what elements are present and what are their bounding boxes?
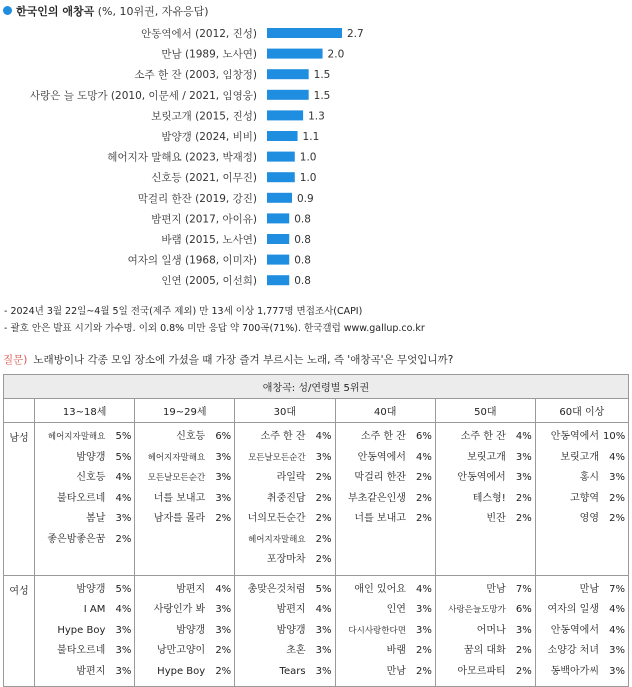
data-label: 0.8: [294, 213, 311, 226]
song-title: 홍시: [579, 472, 599, 483]
song-title: 바램: [386, 645, 406, 656]
song-percent: 4%: [315, 604, 332, 615]
table-cell: [135, 423, 235, 576]
table-cell: [35, 575, 135, 687]
song-title: 안동역에서: [550, 624, 599, 636]
footnote: - 괄호 안은 발표 시기와 가수명. 이외 0.8% 미만 응답 약 700곡(71%). 한국갤럽 www.gallup.co.kr: [4, 323, 425, 334]
song-title: 너의모든순간: [247, 513, 306, 524]
song-percent: 3%: [215, 451, 232, 463]
sex-label: 남성: [4, 423, 35, 576]
table-row: [4, 423, 629, 576]
song-percent: 2%: [416, 645, 432, 656]
table-cell: [335, 575, 435, 687]
category-label: 바램 (2015, 노사연): [161, 234, 257, 246]
list-item: [238, 468, 331, 489]
footnotes: [4, 303, 425, 337]
song-title: 밤양갱: [76, 583, 106, 595]
song-percent: 4%: [115, 492, 132, 504]
list-item: [38, 600, 131, 621]
song-percent: 2%: [115, 533, 132, 545]
bar: [267, 110, 303, 120]
song-title: 불타오르네: [57, 645, 106, 656]
song-percent: 3%: [115, 624, 132, 636]
song-percent: 3%: [215, 492, 232, 504]
list-item: [439, 509, 532, 530]
song-percent: 4%: [115, 472, 132, 483]
list-item: [339, 468, 432, 489]
list-item: [238, 489, 331, 510]
song-title: 봄날: [86, 513, 106, 524]
song-title: 신호등: [176, 431, 206, 442]
list-item: [138, 621, 231, 642]
list-item: [38, 427, 131, 448]
song-percent: 3%: [609, 645, 625, 656]
song-title: 인연: [386, 604, 406, 615]
song-percent: 10%: [603, 431, 626, 442]
bar: [267, 28, 342, 38]
table-cell: [235, 575, 335, 687]
table-cell: [435, 575, 535, 687]
song-percent: 2%: [315, 492, 332, 504]
song-title: 만남: [579, 583, 599, 595]
bar: [267, 234, 289, 244]
song-title: 테스형!: [472, 492, 506, 504]
list-item: [238, 550, 331, 571]
bar: [267, 275, 289, 285]
song-title: 헤어지자말해요: [147, 452, 206, 463]
song-title: 빈잔: [486, 513, 506, 524]
data-label: 1.0: [299, 172, 317, 185]
song-title: 부초같은인생: [347, 492, 406, 504]
song-title: Hype Boy: [157, 665, 206, 677]
song-title: 모든날모든순간: [248, 452, 306, 463]
song-percent: 4%: [515, 431, 532, 442]
song-percent: 3%: [315, 624, 332, 636]
song-title: 사랑인가 봐: [153, 604, 206, 615]
list-item: [439, 427, 532, 448]
song-title: 소양강 처녀: [547, 645, 599, 656]
list-item: [439, 641, 532, 662]
bar: [267, 213, 289, 223]
bar: [267, 193, 292, 203]
table-row: [4, 575, 629, 687]
footnote: - 2024년 3월 22일~4월 5일 전국(제주 제외) 만 13세 이상 1,777명 면접조사(CAPI): [4, 306, 363, 317]
song-title: 보릿고개: [467, 451, 506, 463]
list-item: [238, 530, 331, 551]
table-cell: [535, 575, 628, 687]
song-percent: 2%: [315, 472, 332, 483]
bar: [267, 131, 298, 141]
data-label: 1.5: [313, 89, 331, 102]
list-item: [339, 489, 432, 510]
category-label: 막걸리 한잔 (2019, 강진): [137, 192, 257, 205]
list-item: [539, 448, 625, 469]
bar: [267, 172, 295, 182]
song-percent: 3%: [115, 645, 132, 656]
age-group-header: 19~29세: [135, 399, 235, 423]
list-item: [38, 621, 131, 642]
list-item: [439, 580, 532, 601]
list-item: [339, 600, 432, 621]
song-percent: 3%: [416, 604, 432, 615]
song-percent: 5%: [115, 431, 132, 442]
survey-question: [3, 352, 453, 367]
song-percent: 2%: [416, 472, 432, 483]
category-label: 소주 한 잔 (2003, 임창정): [134, 69, 257, 82]
category-label: 밤편지 (2017, 아이유): [151, 213, 257, 226]
list-item: [138, 600, 231, 621]
list-item: [339, 427, 432, 448]
song-percent: 3%: [215, 472, 232, 483]
song-title: 라일락: [276, 472, 306, 483]
song-percent: 2%: [515, 645, 532, 656]
age-group-header: 60대 이상: [535, 399, 628, 423]
list-item: [339, 621, 432, 642]
list-item: [439, 448, 532, 469]
list-item: [238, 448, 331, 469]
list-item: [38, 489, 131, 510]
list-item: [439, 600, 532, 621]
question-label: 질문): [3, 354, 28, 366]
song-title: 너를 보내고: [153, 492, 206, 504]
song-percent: 4%: [416, 583, 432, 595]
song-title: 헤어지자말해요: [248, 534, 306, 545]
song-percent: 3%: [315, 645, 332, 656]
chart-title: [3, 3, 209, 19]
song-percent: 2%: [315, 533, 332, 545]
song-percent: 3%: [315, 451, 332, 463]
data-label: 0.8: [294, 234, 311, 246]
list-item: [539, 600, 625, 621]
bar-chart: [0, 20, 632, 300]
bar: [267, 49, 323, 59]
list-item: [238, 600, 331, 621]
song-title: 밤편지: [276, 604, 306, 615]
category-label: 헤어지자 말해요 (2023, 박재정): [107, 151, 257, 164]
song-percent: 3%: [515, 472, 532, 483]
song-title: Tears: [279, 665, 306, 677]
song-title: 아모르파티: [457, 665, 506, 677]
song-percent: 2%: [515, 513, 532, 524]
category-label: 인연 (2005, 이선희): [161, 275, 257, 288]
song-percent: 4%: [215, 583, 232, 595]
song-title: 안동역에서: [550, 431, 599, 442]
age-group-header: 50대: [435, 399, 535, 423]
song-percent: 6%: [515, 604, 532, 615]
table-body: [4, 423, 629, 687]
data-label: 0.8: [294, 254, 311, 267]
category-label: 사랑은 늘 도망가 (2010, 이문세 / 2021, 임영웅): [29, 89, 257, 102]
song-title: 밤편지: [76, 665, 106, 677]
song-percent: 6%: [416, 431, 432, 442]
song-percent: 5%: [315, 583, 332, 595]
song-percent: 2%: [215, 513, 232, 524]
list-item: [238, 621, 331, 642]
song-title: 안동역에서: [457, 472, 506, 483]
age-group-header: 30대: [235, 399, 335, 423]
data-label: 0.8: [294, 275, 311, 288]
song-percent: 2%: [416, 665, 432, 677]
age-group-header: 40대: [335, 399, 435, 423]
list-item: [339, 580, 432, 601]
song-title: 꿈의 대화: [463, 645, 506, 656]
bar: [267, 69, 309, 79]
list-item: [339, 448, 432, 469]
song-percent: 2%: [215, 665, 232, 677]
song-title: 취중진담: [266, 492, 306, 504]
list-item: [439, 621, 532, 642]
song-percent: 3%: [115, 665, 132, 677]
song-percent: 6%: [215, 431, 232, 442]
song-percent: 5%: [115, 583, 132, 595]
song-percent: 2%: [515, 492, 532, 504]
list-item: [38, 448, 131, 469]
sex-label: 여성: [4, 575, 35, 687]
table-cell: [235, 423, 335, 576]
song-percent: 2%: [416, 513, 432, 524]
bar: [267, 152, 295, 162]
song-title: 동백아가씨: [550, 665, 599, 677]
ranking-table: [3, 374, 629, 687]
song-title: 막걸리 한잔: [354, 472, 406, 483]
song-percent: 5%: [115, 451, 132, 463]
song-percent: 2%: [515, 665, 532, 677]
list-item: [539, 468, 625, 489]
song-percent: 3%: [515, 624, 532, 636]
song-title: 남자를 몰라: [153, 513, 206, 524]
song-title: 밤양갱: [176, 624, 206, 636]
song-title: 헤어지자말해요: [47, 432, 106, 442]
song-title: Hype Boy: [57, 624, 106, 636]
list-item: [539, 509, 625, 530]
list-item: [38, 509, 131, 530]
song-title: 어머나: [476, 624, 506, 636]
song-title: 만남: [486, 583, 506, 595]
list-item: [539, 641, 625, 662]
song-title: 고향역: [570, 492, 599, 504]
category-label: 여자의 일생 (1968, 이미자): [127, 254, 257, 267]
song-percent: 3%: [215, 604, 232, 615]
list-item: [238, 427, 331, 448]
song-title: 밤편지: [176, 583, 206, 595]
song-title: 사랑은늘도망가: [448, 605, 506, 615]
song-percent: 3%: [315, 665, 332, 677]
song-title: 신호등: [76, 472, 106, 483]
list-item: [138, 448, 231, 469]
table-cell: [535, 423, 628, 576]
bar: [267, 90, 309, 100]
song-title: 소주 한 잔: [360, 431, 406, 442]
song-title: 애인 있어요: [354, 583, 406, 595]
data-label: 1.5: [313, 69, 331, 82]
list-item: [38, 468, 131, 489]
data-label: 1.1: [302, 131, 320, 143]
song-title: 안동역에서: [357, 451, 406, 463]
list-item: [439, 489, 532, 510]
song-percent: 2%: [315, 554, 332, 565]
data-label: 1.0: [299, 151, 317, 164]
song-percent: 3%: [609, 665, 625, 677]
song-percent: 4%: [315, 431, 332, 442]
category-label: 신호등 (2021, 이무진): [151, 172, 257, 185]
question-text: 노래방이나 각종 모임 장소에 가셨을 때 가장 즐겨 부르시는 노래, 즉 '애창곡'은 무엇입니까?: [33, 354, 454, 366]
list-item: [238, 580, 331, 601]
list-item: [138, 580, 231, 601]
song-percent: 3%: [515, 451, 532, 463]
song-percent: 2%: [609, 492, 625, 504]
song-percent: 3%: [416, 624, 432, 636]
list-item: [138, 641, 231, 662]
song-percent: 4%: [115, 604, 132, 615]
song-percent: 4%: [609, 451, 625, 463]
list-item: [238, 641, 331, 662]
data-label: 0.9: [297, 192, 314, 205]
song-title: 다시사랑한다면: [348, 625, 406, 636]
list-item: [138, 468, 231, 489]
song-title: 밤양갱: [76, 451, 106, 463]
list-item: [38, 530, 131, 551]
song-percent: 4%: [609, 604, 625, 615]
list-item: [339, 509, 432, 530]
bullet-dot-icon: [3, 6, 12, 15]
song-title: 영영: [579, 513, 599, 524]
song-percent: 3%: [215, 624, 232, 636]
list-item: [38, 641, 131, 662]
song-title: 총맞은것처럼: [247, 583, 306, 595]
category-label: 만남 (1989, 노사연): [161, 48, 257, 61]
song-title: 밤양갱: [276, 624, 306, 636]
song-title: 소주 한 잔: [260, 431, 306, 442]
list-item: [238, 509, 331, 530]
list-item: [539, 621, 625, 642]
list-item: [38, 580, 131, 601]
list-item: [539, 427, 625, 448]
song-percent: 2%: [215, 645, 232, 656]
list-item: [138, 427, 231, 448]
song-percent: 7%: [515, 583, 532, 595]
song-percent: 7%: [609, 583, 625, 595]
age-group-header: 13~18세: [35, 399, 135, 423]
category-label: 보릿고개 (2015, 진성): [151, 110, 257, 123]
song-percent: 4%: [609, 624, 625, 636]
corner-cell: [4, 399, 35, 423]
table-caption: 애창곡: 성/연령별 5위권: [4, 375, 629, 399]
song-title: 초혼: [286, 645, 306, 656]
category-label: 밤양갱 (2024, 비비): [161, 131, 257, 143]
list-item: [539, 489, 625, 510]
table-cell: [435, 423, 535, 576]
list-item: [138, 509, 231, 530]
song-title: 포장마차: [266, 554, 306, 565]
song-percent: 4%: [416, 451, 432, 463]
song-percent: 2%: [609, 513, 625, 524]
song-title: I AM: [83, 604, 106, 615]
age-header-row: [4, 399, 629, 423]
song-title: 모든날모든순간: [147, 473, 206, 483]
list-item: [138, 489, 231, 510]
table-cell: [335, 423, 435, 576]
table-cell: [135, 575, 235, 687]
list-item: [439, 468, 532, 489]
song-percent: 2%: [416, 492, 432, 504]
title-subtitle: (%, 10위권, 자유응답): [97, 5, 209, 18]
data-label: 2.0: [327, 48, 345, 61]
title-main: 한국인의 애창곡: [16, 5, 95, 18]
list-item: [339, 641, 432, 662]
song-percent: 3%: [609, 472, 625, 483]
song-percent: 3%: [115, 513, 132, 524]
list-item: [539, 580, 625, 601]
data-label: 2.7: [347, 28, 364, 40]
song-title: 만남: [386, 665, 406, 677]
song-title: 좋은밤좋은꿈: [47, 533, 106, 545]
category-label: 안동역에서 (2012, 진성): [141, 28, 257, 40]
song-percent: 2%: [315, 513, 332, 524]
song-title: 여자의 일생: [547, 604, 599, 615]
song-title: 너를 보내고: [354, 513, 406, 524]
song-title: 소주 한 잔: [460, 431, 506, 442]
bar: [267, 255, 289, 265]
song-title: 불타오르네: [57, 492, 106, 504]
song-title: 보릿고개: [560, 451, 599, 463]
data-label: 1.3: [308, 110, 325, 123]
song-title: 낭만고양이: [156, 645, 206, 656]
table-cell: [35, 423, 135, 576]
